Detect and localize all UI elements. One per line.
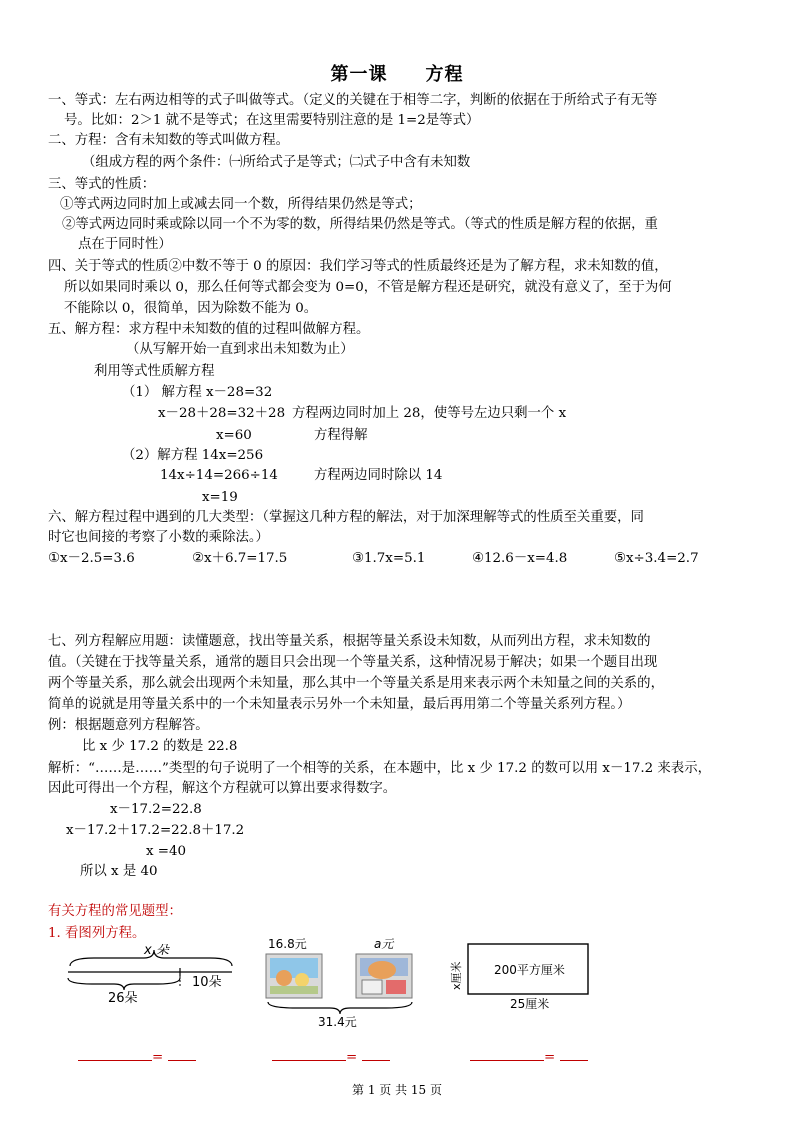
text-line: x－28＋28=32＋28 (158, 406, 286, 421)
text-line: 比 x 少 17.2 的数是 22.8 (82, 739, 238, 754)
side-x-label: x厘米 (450, 961, 463, 990)
total-brace (268, 1002, 412, 1014)
text-line: x－17.2=22.8 (110, 802, 202, 817)
text-line: 所以如果同时乘以 0，那么任何等式都会变为 0=0，不管是解方程还是研究，就没有意义了，至于为何 (64, 280, 672, 295)
answer-blank-1[interactable]: = (78, 1048, 196, 1068)
part-b-label: 10朵 (192, 975, 222, 990)
text-line: 一、等式：左右两边相等的式子叫做等式。（定义的关键在于相等二字，判断的依据在于所给式子有无等 (48, 93, 658, 108)
text-line: （从写解开始一直到求出未知数为止） (126, 342, 354, 357)
page-title: 第一课 方程 (330, 64, 464, 85)
text-line: 利用等式性质解方程 (94, 364, 215, 379)
segment-diagram (64, 944, 244, 1008)
text-line: 七、列方程解应用题：读懂题意，找出等量关系，根据等量关系设未知数，从而列出方程，求未知数的 (48, 634, 651, 649)
section-heading: 有关方程的常见题型： (48, 904, 182, 919)
text-line: （1） 解方程 x－28=32 (122, 385, 273, 400)
text-line: 三、等式的性质： (48, 177, 156, 192)
text-line: 例：根据题意列方程解答。 (48, 718, 209, 733)
text-line: 方程得解 (314, 428, 368, 443)
equation-type-4: ④12.6－x=4.8 (472, 551, 568, 566)
text-line: ②等式两边同时乘或除以同一个不为零的数，所得结果仍然是等式。（等式的性质是解方程的依据，重 (62, 217, 658, 232)
question-heading: 1. 看图列方程。 (48, 926, 146, 941)
equation-type-2: ②x＋6.7=17.5 (192, 551, 288, 566)
text-line: 点在于同时性） (78, 237, 172, 252)
text-line: 方程两边同时加上 28，使等号左边只剩一个 x (292, 406, 567, 421)
text-line: 所以 x 是 40 (80, 864, 158, 879)
text-line: 因此可得出一个方程，解这个方程就可以算出要求得数字。 (48, 781, 397, 796)
price-a-label: 16.8元 (268, 937, 307, 951)
text-line: 不能除以 0，很简单，因为除数不能为 0。 (64, 301, 318, 316)
book-a-icon (266, 954, 322, 998)
text-line: 方程两边同时除以 14 (314, 468, 443, 483)
text-line: 14x÷14=266÷14 (160, 468, 278, 483)
answer-blank-3[interactable]: = (470, 1048, 588, 1068)
area-label: 200平方厘米 (494, 963, 565, 977)
text-line: 解析：“……是……”类型的句子说明了一个相等的关系，在本题中，比 x 少 17.2 的数可以用 x－17.2 来表示， (48, 761, 711, 776)
answer-blank-2[interactable]: = (272, 1048, 390, 1068)
price-b-label: a元 (374, 937, 394, 951)
equation-type-3: ③1.7x=5.1 (352, 551, 426, 566)
text-line: x=60 (216, 428, 252, 443)
equation-type-1: ①x－2.5=3.6 (48, 551, 135, 566)
text-line: x－17.2＋17.2=22.8＋17.2 (66, 823, 245, 838)
text-line: 简单的说就是用等量关系中的一个未知量表示另外一个未知量，最后再用第二个等量关系列方程。） (48, 697, 631, 712)
text-line: 值。（关键在于找等量关系，通常的题目只会出现一个等量关系，这种情况易于解决；如果一个题目出现 (48, 655, 658, 670)
rectangle-area-diagram (448, 940, 598, 1012)
text-line: 两个等量关系，那么就会出现两个未知量，那么其中一个等量关系是用来表示两个未知量之间的关系的， (48, 676, 664, 691)
x-label: x 朵 (144, 944, 169, 958)
text-line: ①等式两边同时加上或减去同一个数，所得结果仍然是等式； (60, 197, 422, 212)
book-b-icon (356, 954, 412, 998)
text-line: 六、解方程过程中遇到的几大类型：（掌握这几种方程的解法，对于加深理解等式的性质至关重要，同 (48, 510, 644, 525)
total-label: 31.4元 (318, 1015, 357, 1028)
text-line: 二、方程：含有未知数的等式叫做方程。 (48, 133, 290, 148)
text-line: x =40 (146, 844, 187, 859)
page-footer: 第 1 页 共 15 页 (352, 1083, 442, 1097)
text-line: （组成方程的两个条件：㈠所给式子是等式；㈡式子中含有未知数 (82, 155, 471, 170)
text-line: 五、解方程：求方程中未知数的值的过程叫做解方程。 (48, 322, 370, 337)
side-bottom-label: 25厘米 (510, 997, 550, 1011)
text-line: x=19 (202, 490, 238, 505)
part-a-label: 26朵 (108, 991, 138, 1006)
text-line: 四、关于等式的性质②中数不等于 0 的原因：我们学习等式的性质最终还是为了解方程，求未知数的值， (48, 259, 668, 274)
bottom-brace (68, 978, 180, 990)
text-line: 号。比如：2＞1 就不是等式；在这里需要特别注意的是 1=2是等式） (64, 113, 480, 128)
text-line: 时它也间接的考察了小数的乘除法。） (48, 530, 269, 545)
text-line: （2）解方程 14x=256 (122, 448, 264, 463)
books-price-diagram (256, 936, 426, 1028)
equation-type-5: ⑤x÷3.4=2.7 (614, 551, 699, 566)
